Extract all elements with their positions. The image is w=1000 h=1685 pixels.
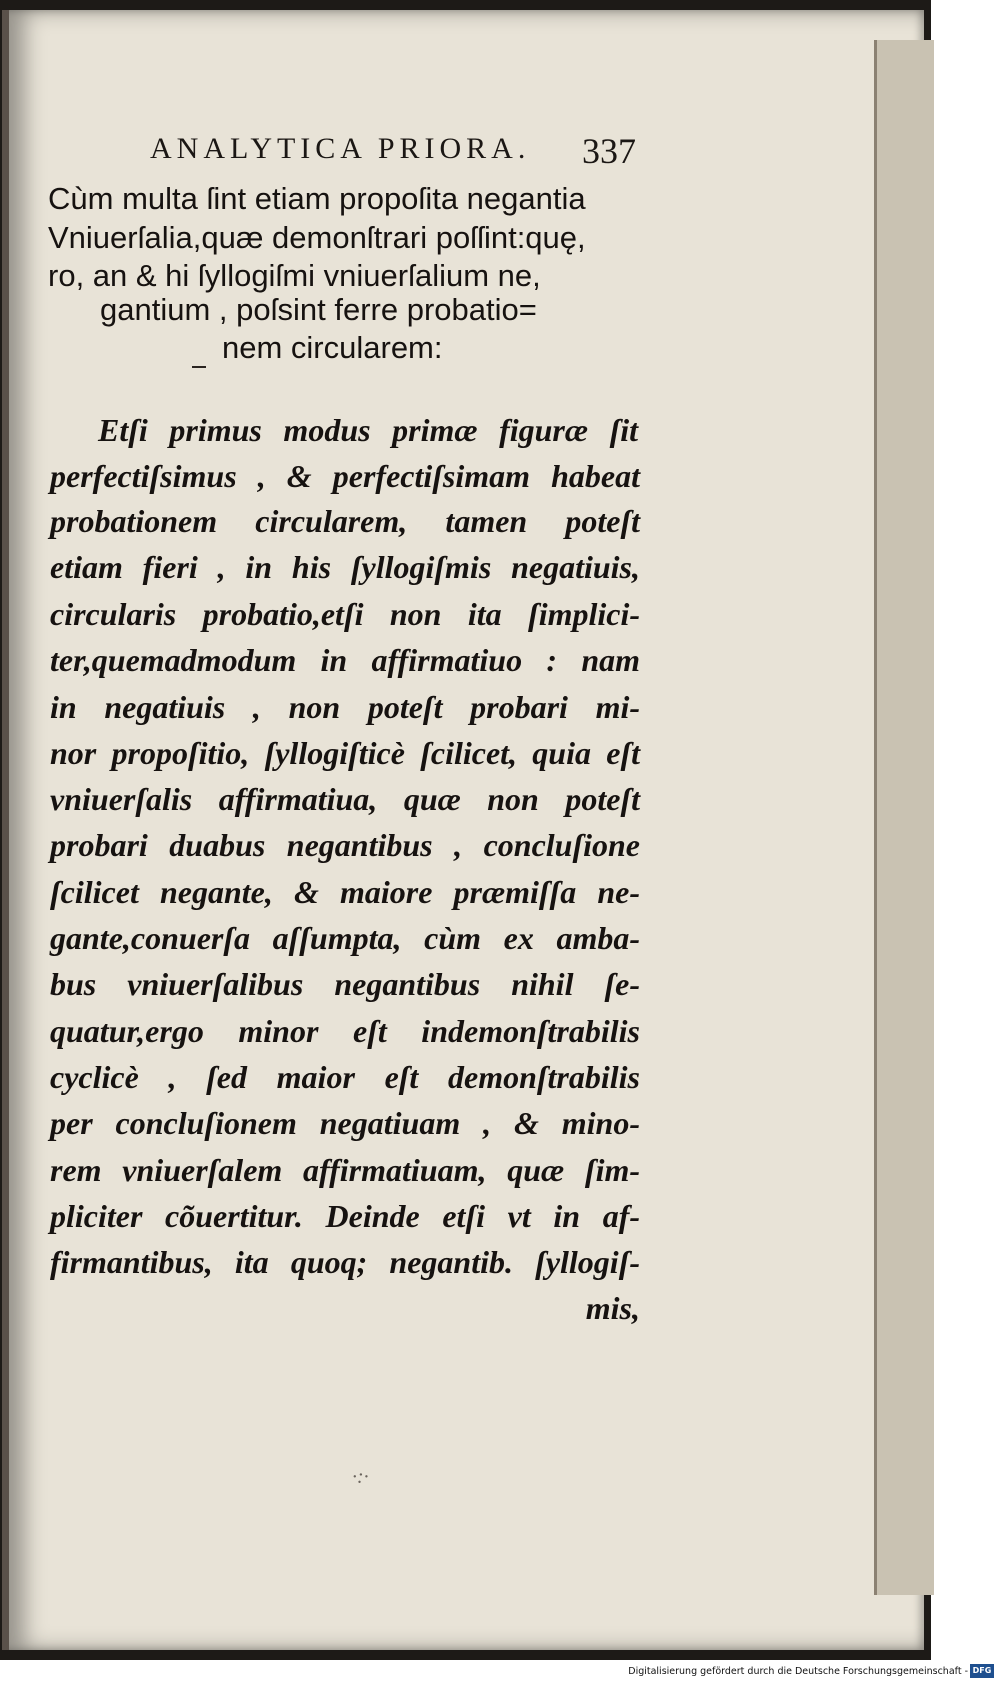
question-line: nem circularem: [222,330,443,365]
page-number: 337 [582,131,636,171]
body-line: firmantibus, ita quoq; negantib. ſyllogiſ- [50,1244,640,1280]
digitization-footer [0,1660,1000,1685]
body-line: probationem circularem, tamen poteſt [50,503,640,539]
ink-smudge: ·:· [352,1466,369,1488]
body-line: nor propoſitio, ſyllogiſticè ſcilicet, quia eſt [50,735,640,771]
body-line: bus vniuerſalibus negantibus nihil ſe- [50,966,640,1002]
body-line: Etſi primus modus primæ figuræ ſit [98,412,638,448]
body-line: quatur,ergo minor eſt indemonſtrabilis [50,1013,640,1049]
dash-mark [192,366,206,368]
body-line: circularis probatio,etſi non ita ſimplici- [50,596,640,632]
body-line: vniuerſalis affirmatiua, quæ non poteſt [50,781,640,817]
question-line: ro, an & hi ſyllogiſmi vniuerſalium ne, [48,258,541,293]
question-line: Cùm multa ſint etiam propoſita negantia [48,181,586,216]
question-line: Vniuerſalia,quæ demonſtrari poſſint:quę, [48,220,586,255]
body-line: perfectiſsimus , & perfectiſsimam habeat [50,458,640,494]
body-line: ſcilicet negante, & maiore præmiſſa ne- [50,874,640,910]
body-line: probari duabus negantibus , concluſione [50,827,640,863]
body-line: pliciter cõuertitur. Deinde etſi vt in af- [50,1198,640,1234]
catchword: mis, [585,1290,640,1326]
dfg-logo-icon[interactable]: DFG [970,1664,994,1678]
body-line: gante,conuerſa aſſumpta, cùm ex amba- [50,920,640,956]
running-head: ANALYTICA PRIORA. [150,132,531,165]
body-line: in negatiuis , non poteſt probari mi- [50,689,640,725]
page-left-edge [2,10,9,1650]
body-line: ter,quemadmodum in affirmatiuo : nam [50,642,640,678]
body-line: per concluſionem negatiuam , & mino- [50,1105,640,1141]
question-line: gantium , poſsint ferre probatio= [100,292,537,327]
body-line: rem vniuerſalem affirmatiuam, quæ ſim- [50,1152,640,1188]
body-line: etiam fieri , in his ſyllogiſmis negatiuis, [50,549,640,585]
dfg-credit: Digitalisierung gefördert durch die Deutsche Forschungsgemeinschaft - [628,1666,968,1677]
body-line: cyclicè , ſed maior eſt demonſtrabilis [50,1059,640,1095]
page-fore-edge [874,40,934,1595]
